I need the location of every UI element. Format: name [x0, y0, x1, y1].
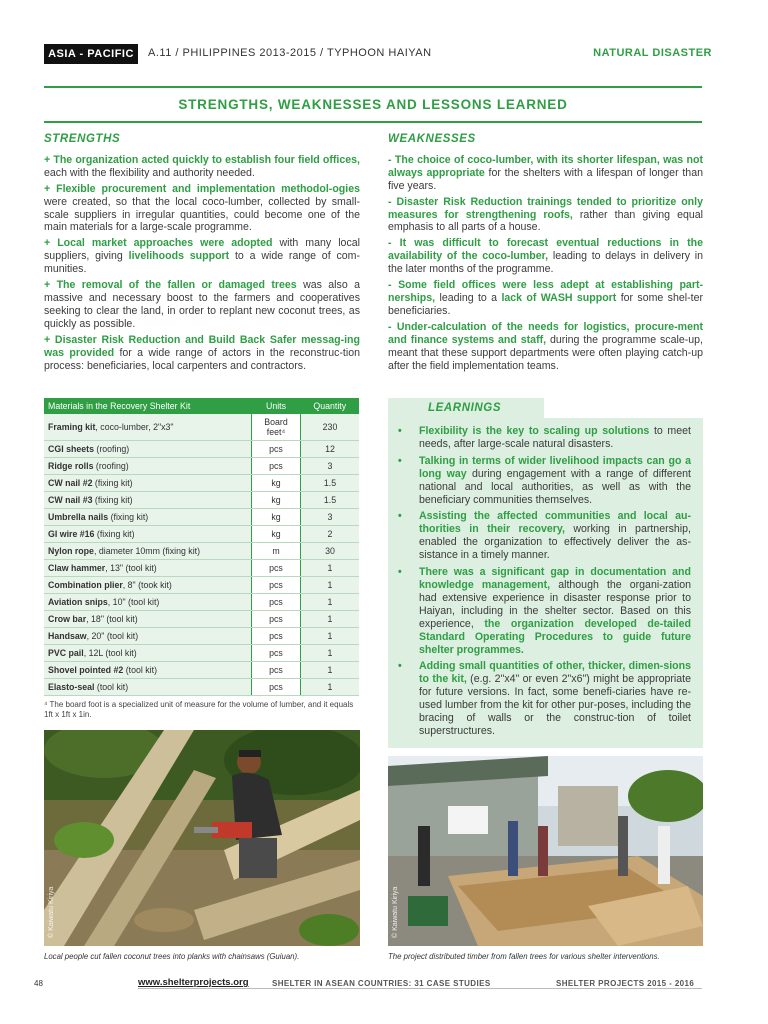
table-header-row [44, 398, 359, 414]
table-row: Nylon rope, diameter 10mm (fixing kit) m 30 [44, 543, 359, 560]
table-row: Framing kit, coco-lumber, 2"x3" Board feet⁴ 230 [44, 414, 359, 441]
photo-credit: © Kaiwatu Kiriya [392, 886, 399, 938]
section-title: STRENGTHS, WEAKNESSES AND LESSONS LEARNED [178, 97, 568, 112]
column-header-quantity: Quantity [301, 398, 360, 414]
learning-item: • There was a significant gap in documentation and knowledge management, although the organi-zation had extensive experience in disaster response prior to Haiyan, including in the shelter sector. Based on this experience, the organization developed de-tailed Standard Operating Procedures to guide future shelter programmes. [398, 566, 691, 656]
photo-chainsaw-illustration [44, 730, 360, 946]
photo-timber-illustration [388, 756, 703, 946]
column-header-materials: Materials in the Recovery Shelter Kit [44, 398, 252, 414]
table-row: Ridge rolls (roofing) pcs 3 [44, 458, 359, 475]
title-rule [44, 121, 702, 123]
weakness-item: - Some field offices were less adept at establishing part-nerships, leading to a lack of WASH support for some shel-ter beneficiaries. [388, 279, 704, 317]
strength-item: + Flexible procurement and implementation methodol-ogies were created, so that the local coco-lumber, collected by small-scale suppliers in irregular quantities, could become one of the main materials for a large-scale programme. [44, 182, 360, 234]
table-footnote: ⁴ The board foot is a specialized unit of measure for the volume of lumber, and it equals 1ft x 1ft x 1in. [44, 700, 354, 719]
table-row: Combination plier, 8" (took kit) pcs 1 [44, 577, 359, 594]
column-header-units: Units [252, 398, 301, 414]
learning-item: • Flexibility is the key to scaling up solutions to meet needs, after large-scale natural disasters. [398, 425, 691, 450]
photo-caption-left: Local people cut fallen coconut trees into planks with chainsaws (Guiuan). [44, 952, 300, 961]
case-reference: A.11 / PHILIPPINES 2013-2015 / TYPHOON HAIYAN [148, 47, 432, 59]
footer-series: SHELTER IN ASEAN COUNTRIES: 31 CASE STUDIES [272, 979, 491, 988]
photo-caption-right: The project distributed timber from fallen trees for various shelter interventions. [388, 952, 660, 961]
strengths-column [44, 133, 360, 375]
table-row: Aviation snips, 10" (tool kit) pcs 1 [44, 594, 359, 611]
learnings-box [388, 418, 703, 748]
region-tag: ASIA - PACIFIC [44, 44, 138, 64]
table-row: CW nail #3 (fixing kit) kg 1.5 [44, 492, 359, 509]
table-row: GI wire #16 (fixing kit) kg 2 [44, 526, 359, 543]
table-row: CGI sheets (roofing) pcs 12 [44, 441, 359, 458]
photo-credit: © Kaiwatu Kiriya [48, 886, 55, 938]
weakness-item: - It was difficult to forecast eventual reductions in the availability of the coco-lumber, leading to delays in delivery in the later months of the programme. [388, 237, 703, 276]
page-number: 48 [34, 979, 43, 988]
strength-item: + The removal of the fallen or damaged trees was also a massive and necessary boost to the farmers and cooperatives seeking to clear the land, in order to replant new coconut trees, as quickly as possible. [44, 279, 360, 330]
shelter-kit-table [44, 398, 359, 696]
learning-item: • Talking in terms of wider livelihood impacts can go a long way during engagement with a range of different national and local authorities, as well as with the beneficiary communities themselves. [398, 454, 692, 506]
weakness-item: - The choice of coco-lumber, with its shorter lifespan, was not always appropriate for the shelters with a lifespan of longer than five years. [388, 153, 703, 192]
weaknesses-heading: WEAKNESSES [388, 133, 476, 145]
photo-chainsaw-worker [44, 730, 360, 946]
strength-item: + Disaster Risk Reduction and Build Back Safer messag-ing was provided for a wide range of actors in the reconstruc-tion process: beneficiaries, local carpenters and contractors. [44, 333, 360, 372]
strengths-heading: STRENGTHS [44, 133, 121, 145]
learnings-tab [388, 398, 544, 418]
header-rule [44, 86, 702, 88]
table-row: Crow bar, 18" (tool kit) pcs 1 [44, 611, 359, 628]
category-label: NATURAL DISASTER [593, 47, 712, 59]
table-row: Shovel pointed #2 (tool kit) pcs 1 [44, 662, 359, 679]
strength-item: + Local market approaches were adopted with many local suppliers, giving livelihoods support to a wide range of com-munities. [44, 237, 360, 276]
website-link[interactable]: www.shelterprojects.org [138, 977, 249, 988]
strength-item: + The organization acted quickly to establish four field offices, each with the flexibility and authority needed. [44, 153, 360, 179]
table-row: Elasto-seal (tool kit) pcs 1 [44, 679, 359, 696]
table-row: Umbrella nails (fixing kit) kg 3 [44, 509, 359, 526]
weakness-item: - Disaster Risk Reduction trainings tended to prioritize only measures for strengthening roofs, rather than giving equal emphasis to all parts of a house. [388, 195, 703, 234]
footer-rule [138, 988, 702, 989]
table-row: CW nail #2 (fixing kit) kg 1.5 [44, 475, 359, 492]
table-row: Handsaw, 20" (tool kit) pcs 1 [44, 628, 359, 645]
learnings-heading: LEARNINGS [428, 402, 502, 414]
learning-item: • Adding small quantities of other, thicker, dimen-sions to the kit, (e.g. 2"x4" or even 2"x6") might be appropriate for future versions. In fact, some benefi-ciaries have re-used lumber from the kit for other pur-poses, including the bracing of walls or the construc-tion of toilet superstructures. [398, 660, 691, 737]
footer-edition: SHELTER PROJECTS 2015 - 2016 [556, 979, 695, 988]
table-row: Claw hammer, 13" (tool kit) pcs 1 [44, 560, 359, 577]
table-row: PVC pail, 12L (tool kit) pcs 1 [44, 645, 359, 662]
learning-item: • Assisting the affected communities and local au-thorities in their recovery, working in partnership, enabled the organization to effectively deliver the as-sistance in a timely manner. [398, 510, 691, 562]
weaknesses-column [388, 133, 703, 375]
photo-timber-distribution [388, 756, 703, 946]
weakness-item: - Under-calculation of the needs for logistics, procure-ment and finance systems and staff, during the programme scale-up, meant that these support departments were often playing catch-up after the field implementation teams. [388, 320, 703, 372]
